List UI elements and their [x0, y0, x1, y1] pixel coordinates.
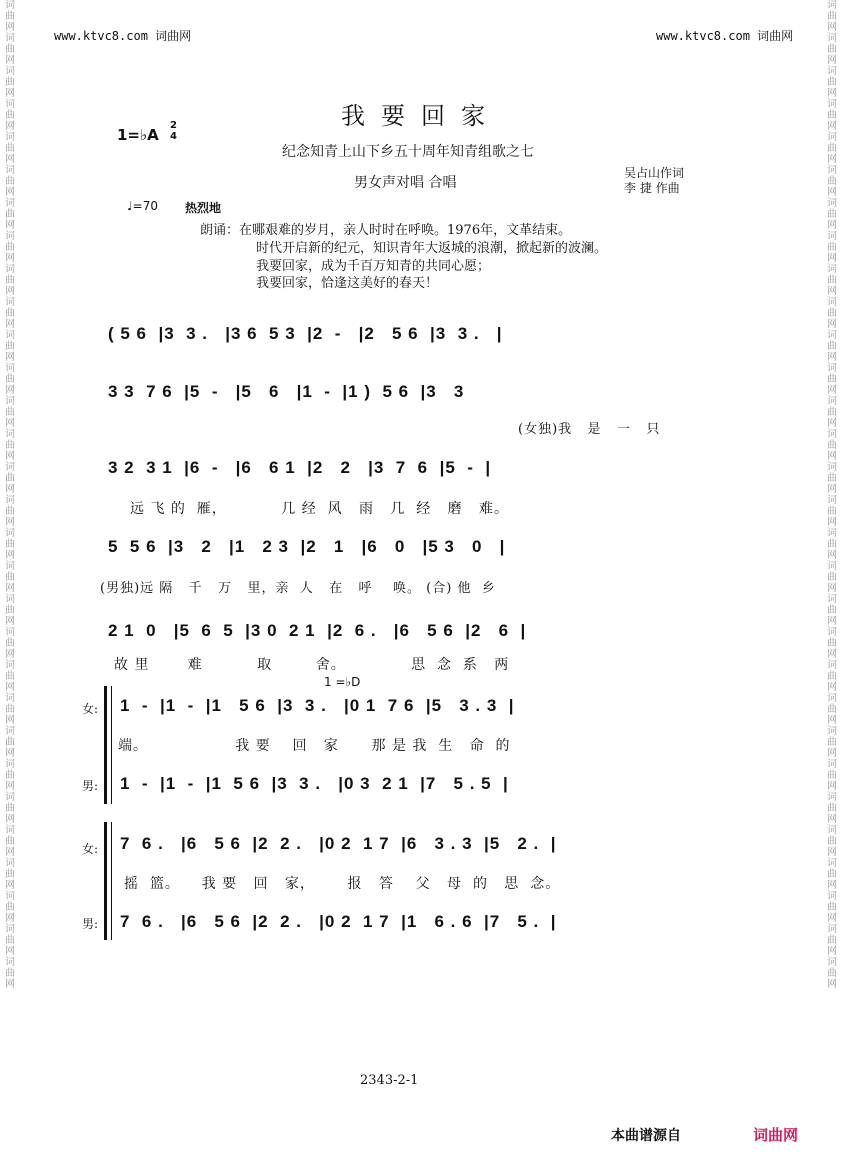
lyric-line-7: 摇 篮。 我 要 回 家， 报 答 父 母 的 思 念。	[124, 876, 561, 892]
time-signature	[170, 120, 177, 142]
score-line-4: 5 5 6 |3 2 |1 2 3 |2 1 |6 0 |5 3 0 |	[108, 537, 506, 556]
lyric-line-3: 远 飞 的 雁， 几 经 风 雨 几 经 磨 难。	[130, 501, 509, 517]
voice-label-female-1: 女:	[82, 702, 99, 716]
system-bracket-1-inner	[111, 686, 112, 804]
score-line-7-male: 7 6 . |6 5 6 |2 2 . |0 2 1 7 |1 6 . 6 |7 5 . |	[120, 912, 557, 931]
subtitle: 纪念知青上山下乡五十周年知青组歌之七	[282, 144, 534, 160]
lyric-line-5: 故 里 难 取 舍。 思 念 系 两	[114, 657, 510, 673]
lyric-line-6: 端。 我 要 回 家 那 是 我 生 命 的	[118, 738, 511, 754]
song-title: 我要回家	[341, 102, 501, 130]
header-site-right[interactable]: www.ktvc8.com 词曲网	[656, 29, 794, 43]
score-line-1: ( 5 6 |3 3 . |3 6 5 3 |2 - |2 5 6 |3 3 . |	[108, 324, 503, 343]
tempo-mark: ♩=70	[127, 199, 158, 213]
performance-note: 男女声对唱 合唱	[354, 175, 457, 191]
footer-brand-link[interactable]: 词曲网	[753, 1126, 799, 1144]
key-change: 1 =♭D	[324, 675, 361, 689]
lyricist: 吴占山作词	[624, 166, 685, 180]
score-line-2: 3 3 7 6 |5 - |5 6 |1 - |1 ) 5 6 |3 3	[108, 382, 465, 401]
score-line-3: 3 2 3 1 |6 - |6 6 1 |2 2 |3 7 6 |5 - |	[108, 458, 492, 477]
score-line-5: 2 1 0 |5 6 5 |3 0 2 1 |2 6 . |6 5 6 |2 6 |	[108, 621, 527, 640]
key-signature: 1=♭A	[117, 126, 159, 144]
score-line-7-female: 7 6 . |6 5 6 |2 2 . |0 2 1 7 |6 3 . 3 |5 2 . |	[120, 834, 557, 853]
header-site-left[interactable]: www.ktvc8.com 词曲网	[54, 29, 192, 43]
score-line-6-male: 1 - |1 - |1 5 6 |3 3 . |0 3 2 1 |7 5 . 5 |	[120, 774, 509, 793]
expression-mark: 热烈地	[185, 201, 222, 215]
recitation-line-1: 朗诵：在哪艰难的岁月，亲人时时在呼唤。1976年，文革结束。	[200, 223, 572, 238]
recitation-line-3: 我要回家，成为千百万知青的共同心愿；	[256, 259, 491, 274]
recitation-line-4: 我要回家，恰逢这美好的春天！	[256, 276, 439, 291]
voice-label-male-1: 男:	[82, 779, 99, 793]
lyric-line-2: (女独)我 是 一 只	[518, 422, 661, 437]
side-watermark-right: 词曲网词曲网词曲网词曲网词曲网词曲网词曲网词曲网词曲网词曲网词曲网词曲网词曲网词曲网词曲网词曲网词曲网词曲网词曲网词曲网词曲网词曲网词曲网词曲网词曲网词曲网词曲网词曲网词曲网词曲网	[827, 0, 837, 990]
score-line-6-female: 1 - |1 - |1 5 6 |3 3 . |0 1 7 6 |5 3 . 3 |	[120, 696, 515, 715]
page-number: 2343-2-1	[360, 1073, 419, 1088]
system-bracket-2	[104, 822, 107, 940]
system-bracket-2-inner	[111, 822, 112, 940]
footer-source-text: 本曲谱源自	[611, 1128, 681, 1144]
system-bracket-1	[104, 686, 107, 804]
voice-label-male-2: 男:	[82, 917, 99, 931]
time-sig-top: 2	[170, 120, 177, 131]
voice-label-female-2: 女:	[82, 842, 99, 856]
lyric-line-4: (男独)远 隔 千 万 里，亲 人 在 呼 唤。 (合) 他 乡	[100, 581, 496, 596]
recitation-line-2: 时代开启新的纪元，知识青年大返城的浪潮，掀起新的波澜。	[256, 241, 608, 256]
side-watermark-left: 词曲网词曲网词曲网词曲网词曲网词曲网词曲网词曲网词曲网词曲网词曲网词曲网词曲网词曲网词曲网词曲网词曲网词曲网词曲网词曲网词曲网词曲网词曲网词曲网词曲网词曲网词曲网词曲网词曲网词曲网	[5, 0, 15, 990]
time-sig-bottom: 4	[170, 131, 177, 142]
composer: 李 捷 作曲	[624, 181, 680, 195]
